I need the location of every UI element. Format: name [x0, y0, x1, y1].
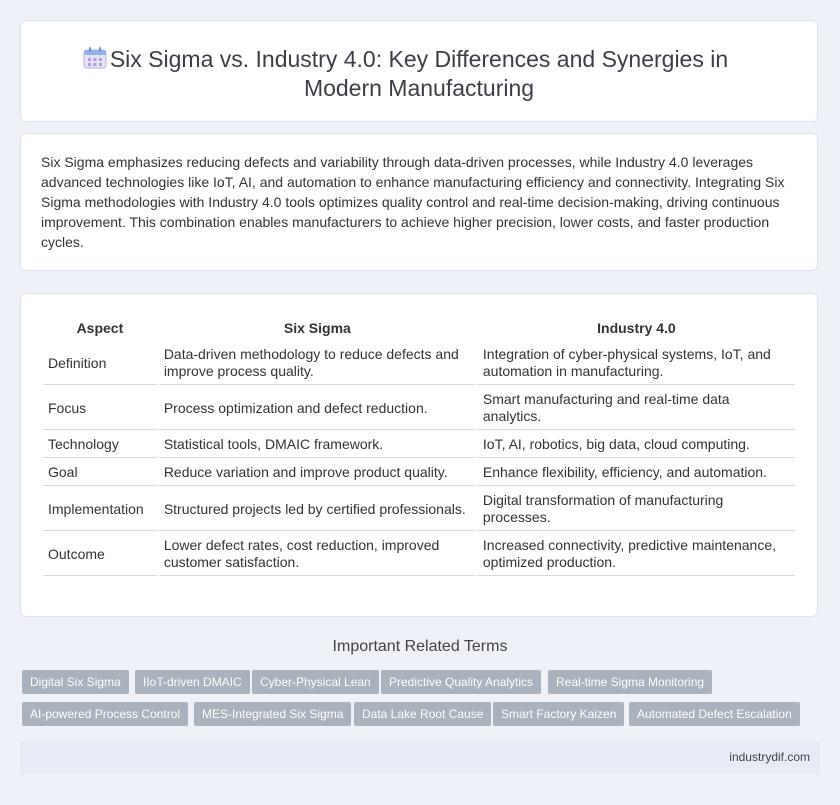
- table-row: [43, 342, 795, 385]
- related-term-tag[interactable]: AI-powered Process Control: [22, 702, 188, 726]
- industry-cell: Increased connectivity, predictive maintenance, optimized production.: [478, 533, 795, 576]
- six-sigma-cell: Lower defect rates, cost reduction, improved customer satisfaction.: [159, 533, 476, 576]
- table-row: [43, 533, 795, 576]
- aspect-cell: Implementation: [43, 488, 157, 531]
- six-sigma-cell: Structured projects led by certified professionals.: [159, 488, 476, 531]
- related-term-tag[interactable]: IIoT-driven DMAIC: [135, 670, 250, 694]
- related-term-tag[interactable]: Real-time Sigma Monitoring: [548, 670, 712, 694]
- industry-cell: IoT, AI, robotics, big data, cloud computing.: [478, 432, 795, 458]
- industry-cell: Smart manufacturing and real-time data analytics.: [478, 387, 795, 430]
- industry-cell: Integration of cyber-physical systems, IoT, and automation in manufacturing.: [478, 342, 795, 385]
- table-row: [43, 460, 795, 486]
- table-header-row: [43, 316, 795, 340]
- table-row: [43, 387, 795, 430]
- related-term-tag[interactable]: Cyber-Physical Lean: [252, 670, 379, 694]
- related-term-tag[interactable]: Digital Six Sigma: [22, 670, 129, 694]
- related-term-tag[interactable]: Automated Defect Escalation: [629, 702, 800, 726]
- intro-card: [20, 133, 818, 271]
- related-term-tag[interactable]: Data Lake Root Cause: [354, 702, 491, 726]
- table-row: [43, 432, 795, 458]
- six-sigma-cell: Process optimization and defect reduction.: [159, 387, 476, 430]
- title-card: [20, 20, 818, 122]
- intro-paragraph: Six Sigma emphasizes reducing defects and variability through data-driven processes, while Industry 4.0 leverages advanced technologies like IoT, AI, and automation to enhance manufacturing efficiency and connectivity. Integrating Six Sigma methodologies with Industry 4.0 tools optimizes quality control and real-time decision-making, driving continuous improvement. This combination enables manufacturers to achieve higher precision, lower costs, and faster production cycles.: [41, 154, 785, 250]
- related-term-tag[interactable]: Predictive Quality Analytics: [381, 670, 541, 694]
- six-sigma-cell: Statistical tools, DMAIC framework.: [159, 432, 476, 458]
- related-term-tag[interactable]: Smart Factory Kaizen: [493, 702, 624, 726]
- six-sigma-cell: Reduce variation and improve product quality.: [159, 460, 476, 486]
- related-term-tag[interactable]: MES-Integrated Six Sigma: [194, 702, 351, 726]
- aspect-cell: Focus: [43, 387, 157, 430]
- aspect-cell: Outcome: [43, 533, 157, 576]
- comparison-card: [20, 293, 818, 617]
- six-sigma-cell: Data-driven methodology to reduce defects and improve process quality.: [159, 342, 476, 385]
- industry-cell: Digital transformation of manufacturing processes.: [478, 488, 795, 531]
- footer-bar: [20, 741, 820, 774]
- header-industry-40: Industry 4.0: [597, 320, 676, 336]
- industry-cell: Enhance flexibility, efficiency, and automation.: [478, 460, 795, 486]
- aspect-cell: Technology: [43, 432, 157, 458]
- comparison-table: [41, 314, 797, 578]
- table-row: [43, 488, 795, 531]
- header-aspect: Aspect: [76, 320, 124, 336]
- header-six-sigma: Six Sigma: [283, 320, 351, 336]
- aspect-cell: Definition: [43, 342, 157, 385]
- footer-site-link[interactable]: industrydif.com: [729, 750, 810, 764]
- related-terms-heading: Important Related Terms: [332, 638, 508, 655]
- page-title: Six Sigma vs. Industry 4.0: Key Differences and Synergies in Modern Manufacturing: [109, 46, 729, 101]
- aspect-cell: Goal: [43, 460, 157, 486]
